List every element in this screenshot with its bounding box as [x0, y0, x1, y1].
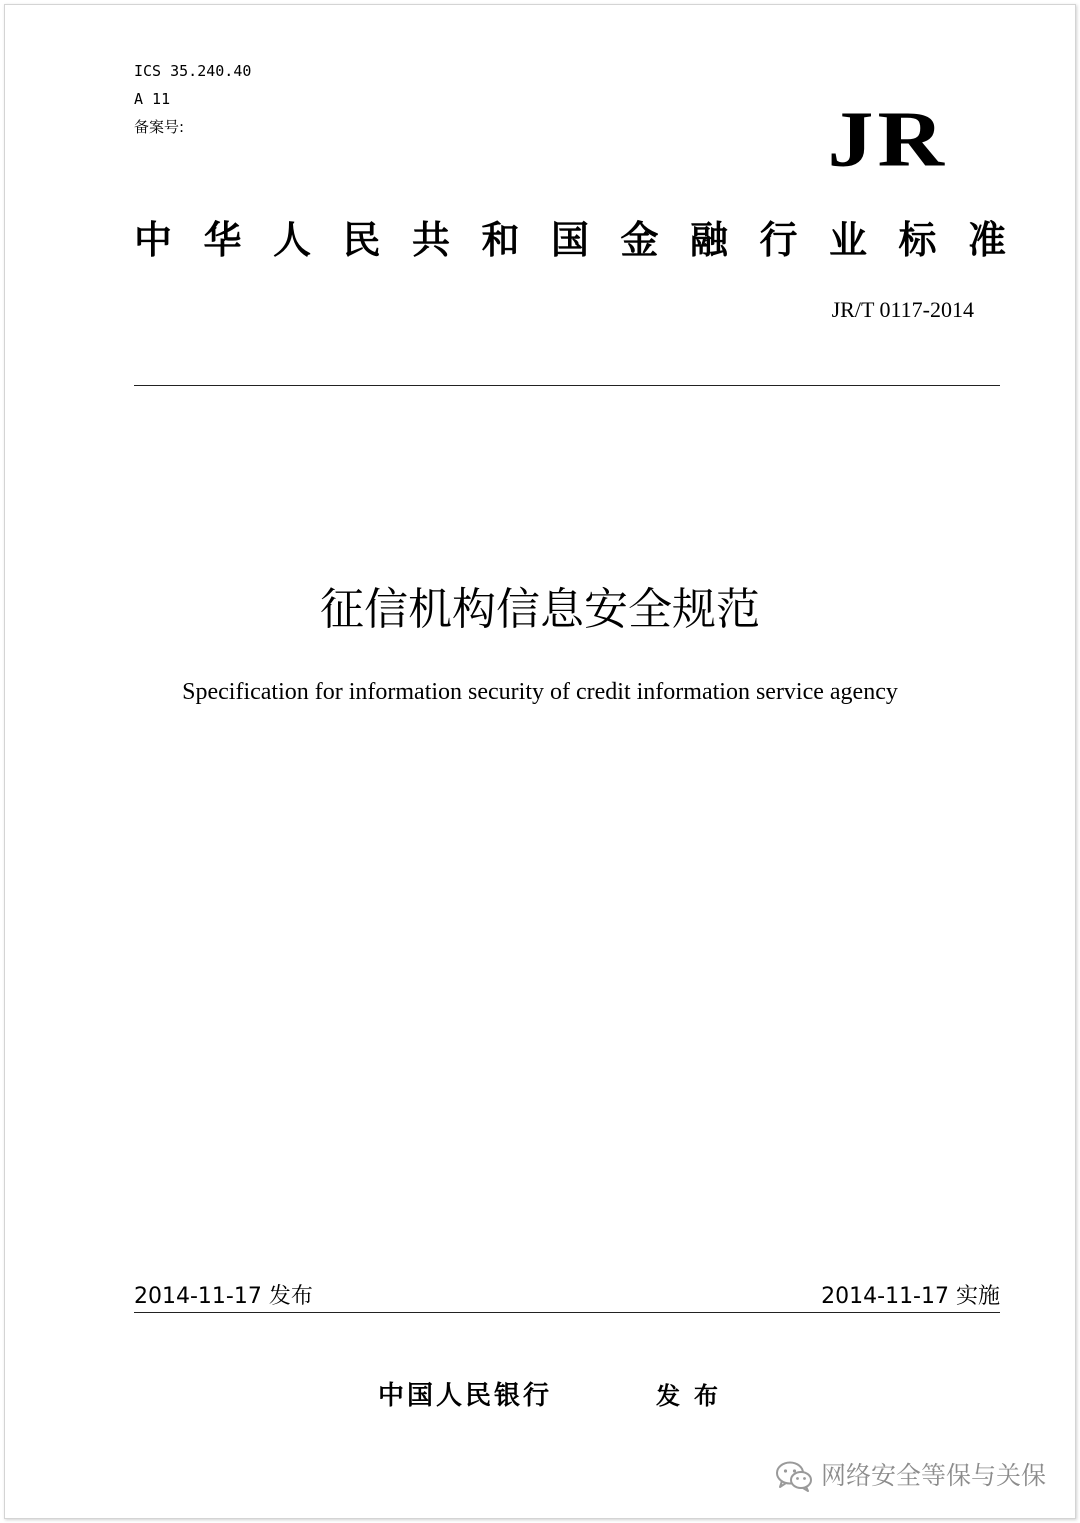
issuer-name: 中国人民银行 — [378, 1381, 553, 1411]
issuer-action: 发布 — [656, 1382, 732, 1410]
watermark — [775, 1456, 1046, 1496]
implementation-date: 2014-11-17 实施 — [821, 1284, 1000, 1309]
document-title-en: Specification for information security of credit information service agency — [182, 679, 898, 705]
classification-code: A 11 — [134, 90, 171, 108]
standard-title: 中华人民共和国金融行业标准 — [134, 218, 1038, 262]
header-divider — [134, 385, 1000, 386]
watermark-text: 网络安全等保与关保 — [820, 1461, 1046, 1490]
jr-logo: JR — [827, 95, 948, 183]
dates-divider — [134, 1312, 1000, 1313]
ics-code: ICS 35.240.40 — [134, 62, 252, 80]
filing-number-label: 备案号: — [134, 118, 185, 136]
standard-code: JR/T 0117-2014 — [831, 297, 974, 322]
wechat-icon — [775, 1460, 813, 1492]
document-title-cn: 征信机构信息安全规范 — [320, 584, 760, 635]
issue-date: 2014-11-17 发布 — [134, 1284, 313, 1309]
